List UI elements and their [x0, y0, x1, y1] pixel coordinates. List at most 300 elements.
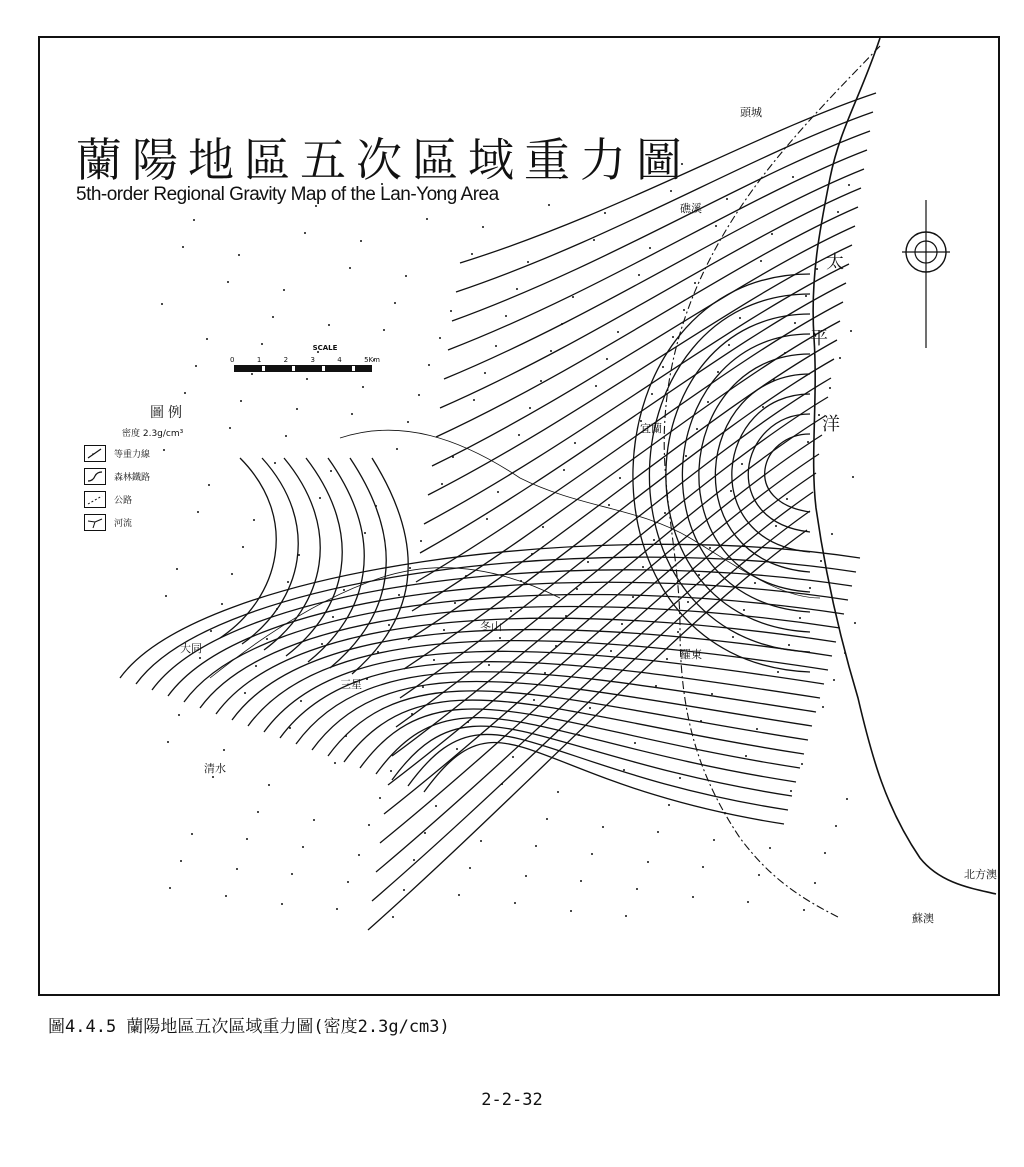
gravity-station-point [535, 845, 537, 847]
page-number: 2-2-32 [481, 1090, 543, 1110]
gravity-station-point [670, 190, 672, 192]
gravity-station-point [439, 337, 441, 339]
scale-tick: 0 [230, 356, 235, 364]
gravity-station-point [199, 657, 201, 659]
gravity-station-point [698, 574, 700, 576]
gravity-station-point [377, 651, 379, 653]
gravity-station-point [578, 734, 580, 736]
gravity-station-point [231, 573, 233, 575]
gravity-station-point [595, 385, 597, 387]
gravity-station-point [274, 462, 276, 464]
gravity-station-point [512, 756, 514, 758]
legend-title: 圖例 [150, 405, 186, 421]
river-line-icon [84, 514, 106, 531]
gravity-station-point [820, 560, 822, 562]
legend-item-label: 公路 [114, 496, 133, 506]
gravity-contour-line [408, 734, 788, 810]
gravity-station-point [563, 469, 565, 471]
gravity-station-point [570, 910, 572, 912]
gravity-station-point [636, 888, 638, 890]
gravity-contour-line [168, 582, 848, 696]
gravity-station-point [257, 811, 259, 813]
scale-bar [230, 344, 380, 372]
gravity-station-point [837, 211, 839, 213]
gravity-station-point [854, 622, 856, 624]
gravity-station-point [238, 254, 240, 256]
gravity-station-point [548, 204, 550, 206]
gravity-station-point [747, 901, 749, 903]
gravity-station-point [726, 198, 728, 200]
contour-line-icon [84, 445, 106, 462]
gravity-station-point [268, 784, 270, 786]
gravity-station-point [428, 364, 430, 366]
gravity-station-point [452, 456, 454, 458]
gravity-station-point [730, 490, 732, 492]
gravity-station-point [300, 700, 302, 702]
survey-boundary [664, 46, 880, 918]
gravity-station-point [790, 790, 792, 792]
gravity-station-point [692, 896, 694, 898]
gravity-station-point [306, 378, 308, 380]
place-label: 礁溪 [680, 202, 702, 215]
gravity-station-point [210, 630, 212, 632]
scale-ticks [230, 356, 380, 364]
gravity-station-point [246, 838, 248, 840]
railway-line-icon [84, 468, 106, 485]
gravity-station-point [610, 650, 612, 652]
gravity-station-point [850, 330, 852, 332]
gravity-station-point [745, 755, 747, 757]
gravity-contour-line [436, 207, 858, 437]
gravity-station-point [608, 504, 610, 506]
gravity-station-point [195, 365, 197, 367]
compass-icon [902, 200, 950, 348]
gravity-station-point [653, 539, 655, 541]
gravity-station-point [411, 713, 413, 715]
scale-title: SCALE [312, 344, 338, 352]
gravity-station-point [180, 860, 182, 862]
place-label: 三星 [340, 678, 362, 691]
gravity-station-point [666, 658, 668, 660]
gravity-station-point [426, 218, 428, 220]
gravity-station-point [379, 797, 381, 799]
gravity-station-point [786, 498, 788, 500]
gravity-station-point [762, 406, 764, 408]
gravity-station-point [668, 804, 670, 806]
gravity-station-point [351, 413, 353, 415]
gravity-station-point [816, 268, 818, 270]
gravity-station-point [212, 776, 214, 778]
gravity-station-point [576, 588, 578, 590]
gravity-station-point [561, 323, 563, 325]
scale-tick: 4 [337, 356, 342, 364]
gravity-station-point [240, 400, 242, 402]
gravity-station-point [606, 358, 608, 360]
gravity-station-point [390, 770, 392, 772]
gravity-station-point [505, 315, 507, 317]
place-label: 冬山 [480, 620, 502, 633]
gravity-station-point [458, 894, 460, 896]
gravity-station-point [713, 839, 715, 841]
gravity-station-point [655, 685, 657, 687]
gravity-station-point [529, 407, 531, 409]
legend-item-river [84, 514, 234, 531]
gravity-station-point [638, 274, 640, 276]
gravity-station-point [225, 895, 227, 897]
gravity-station-point [443, 629, 445, 631]
gravity-station-point [360, 240, 362, 242]
gravity-station-point [657, 831, 659, 833]
gravity-station-point [574, 442, 576, 444]
gravity-station-point [465, 575, 467, 577]
gravity-station-point [495, 345, 497, 347]
gravity-station-point [328, 324, 330, 326]
gravity-station-point [520, 580, 522, 582]
gravity-station-point [807, 441, 809, 443]
gravity-station-point [844, 652, 846, 654]
gravity-station-point [531, 553, 533, 555]
gravity-station-point [846, 798, 848, 800]
gravity-station-point [422, 686, 424, 688]
gravity-station-point [368, 824, 370, 826]
gravity-station-point [206, 338, 208, 340]
map-title-chinese: 蘭陽地區五次區域重力圖 [76, 133, 692, 187]
gravity-station-point [724, 812, 726, 814]
gravity-station-point [801, 763, 803, 765]
gravity-station-point [604, 212, 606, 214]
gravity-station-point [687, 601, 689, 603]
gravity-station-point [852, 476, 854, 478]
legend-item-railway [84, 468, 234, 485]
gravity-station-point [803, 909, 805, 911]
gravity-station-point [178, 714, 180, 716]
gravity-contour-line [424, 264, 849, 524]
place-label: 頭城 [740, 106, 762, 119]
gravity-station-point [336, 908, 338, 910]
gravity-station-point [424, 832, 426, 834]
gravity-station-point [420, 540, 422, 542]
gravity-station-point [347, 881, 349, 883]
gravity-station-point [833, 679, 835, 681]
gravity-station-point [533, 699, 535, 701]
gravity-station-point [486, 518, 488, 520]
legend-item-label: 等重力線 [114, 450, 151, 460]
gravity-station-point [435, 805, 437, 807]
gravity-station-point [717, 371, 719, 373]
gravity-station-point [165, 595, 167, 597]
gravity-station-point [702, 866, 704, 868]
gravity-station-point [756, 728, 758, 730]
gravity-station-point [182, 246, 184, 248]
gravity-map [38, 36, 1000, 996]
gravity-station-point [441, 483, 443, 485]
gravity-station-point [623, 769, 625, 771]
gravity-station-point [546, 818, 548, 820]
gravity-station-point [358, 854, 360, 856]
gravity-station-point [822, 706, 824, 708]
gravity-contour-line [312, 681, 812, 750]
figure-caption: 圖4.4.5 蘭陽地區五次區域重力圖(密度2.3g/cm3) [48, 1017, 450, 1037]
gravity-station-point [544, 672, 546, 674]
gravity-station-point [364, 532, 366, 534]
gravity-station-point [398, 594, 400, 596]
gravity-station-point [775, 525, 777, 527]
scale-bar-graphic [234, 365, 372, 372]
gravity-station-point [662, 366, 664, 368]
gravity-station-point [591, 853, 593, 855]
gravity-station-point [672, 336, 674, 338]
gravity-station-point [839, 357, 841, 359]
gravity-station-point [642, 566, 644, 568]
gravity-station-point [383, 329, 385, 331]
gravity-station-point [396, 448, 398, 450]
gravity-contour-line [344, 700, 804, 762]
gravity-station-point [679, 777, 681, 779]
gravity-station-point [345, 735, 347, 737]
gravity-station-point [227, 281, 229, 283]
gravity-station-point [456, 748, 458, 750]
gravity-station-point [193, 219, 195, 221]
gravity-station-point [454, 602, 456, 604]
gravity-station-point [709, 547, 711, 549]
gravity-station-point [349, 267, 351, 269]
gravity-station-point [184, 392, 186, 394]
gravity-station-point [467, 721, 469, 723]
place-label: 北方澳 [964, 868, 997, 881]
gravity-station-point [715, 225, 717, 227]
gravity-station-point [499, 637, 501, 639]
gravity-station-point [647, 861, 649, 863]
gravity-station-point [799, 617, 801, 619]
gravity-station-point [777, 671, 779, 673]
gravity-station-point [285, 435, 287, 437]
gravity-station-point [296, 408, 298, 410]
gravity-station-point [244, 692, 246, 694]
gravity-station-point [625, 915, 627, 917]
gravity-station-point [394, 302, 396, 304]
gravity-station-point [792, 176, 794, 178]
gravity-station-point [255, 665, 257, 667]
gravity-station-point [418, 394, 420, 396]
gravity-station-point [540, 380, 542, 382]
gravity-station-point [484, 372, 486, 374]
gravity-station-point [769, 847, 771, 849]
gravity-station-point [677, 631, 679, 633]
place-label: 蘇澳 [912, 912, 934, 925]
gravity-station-point [550, 350, 552, 352]
ocean-label-char: 太 [826, 252, 844, 273]
gravity-station-point [617, 331, 619, 333]
gravity-station-point [471, 253, 473, 255]
gravity-station-point [469, 867, 471, 869]
gravity-station-point [287, 581, 289, 583]
gravity-station-point [366, 678, 368, 680]
gravity-station-point [409, 567, 411, 569]
gravity-station-point [510, 610, 512, 612]
place-label: 清水 [204, 762, 226, 775]
gravity-station-point [602, 826, 604, 828]
scale-tick: 3 [310, 356, 315, 364]
scale-tick: 5Km [364, 356, 380, 364]
gravity-station-point [619, 477, 621, 479]
gravity-station-point [754, 582, 756, 584]
gravity-station-point [488, 664, 490, 666]
gravity-station-point [555, 645, 557, 647]
river [340, 430, 820, 598]
gravity-station-point [634, 742, 636, 744]
gravity-station-point [405, 275, 407, 277]
gravity-station-point [413, 859, 415, 861]
gravity-station-point [809, 587, 811, 589]
gravity-station-point [824, 852, 826, 854]
place-label: 羅東 [680, 648, 702, 661]
gravity-station-point [375, 505, 377, 507]
gravity-station-point [805, 295, 807, 297]
gravity-station-point [527, 261, 529, 263]
gravity-station-point [330, 470, 332, 472]
legend-item-label: 森林鐵路 [114, 473, 151, 483]
gravity-station-point [557, 791, 559, 793]
gravity-station-point [580, 880, 582, 882]
map-legend [84, 402, 234, 531]
gravity-station-point [313, 819, 315, 821]
gravity-station-point [587, 561, 589, 563]
gravity-station-point [741, 463, 743, 465]
legend-density: 密度 2.3g/cm³ [122, 429, 184, 439]
gravity-contour-line [392, 416, 825, 756]
gravity-station-point [771, 233, 773, 235]
gravity-station-point [732, 636, 734, 638]
gravity-station-point [392, 916, 394, 918]
gravity-station-point [818, 414, 820, 416]
gravity-station-point [788, 644, 790, 646]
gravity-station-point [711, 693, 713, 695]
gravity-contour-line [765, 434, 810, 512]
gravity-station-point [251, 373, 253, 375]
gravity-contour-line [420, 283, 846, 553]
gravity-station-point [794, 322, 796, 324]
legend-item-label: 河流 [114, 519, 133, 529]
gravity-station-point [388, 624, 390, 626]
gravity-station-point [362, 386, 364, 388]
gravity-contour-line [633, 274, 810, 672]
gravity-station-point [321, 643, 323, 645]
gravity-station-point [169, 887, 171, 889]
gravity-station-point [848, 184, 850, 186]
gravity-station-point [525, 875, 527, 877]
gravity-station-point [829, 387, 831, 389]
gravity-station-point [223, 749, 225, 751]
gravity-station-point [266, 638, 268, 640]
gravity-station-point [161, 303, 163, 305]
scale-tick: 1 [256, 356, 262, 364]
gravity-station-point [334, 762, 336, 764]
gravity-station-point [589, 707, 591, 709]
gravity-station-point [283, 289, 285, 291]
scale-tick: 2 [283, 356, 289, 364]
gravity-station-point [480, 840, 482, 842]
gravity-station-point [664, 512, 666, 514]
gravity-station-point [831, 533, 833, 535]
gravity-contour-line [360, 709, 800, 768]
gravity-station-point [236, 868, 238, 870]
gravity-contour-line [649, 294, 810, 652]
gravity-station-point [707, 401, 709, 403]
gravity-station-point [289, 727, 291, 729]
map-title-english: 5th-order Regional Gravity Map of the Lan-Yong Area [76, 184, 499, 205]
gravity-station-point [304, 232, 306, 234]
gravity-contour-line [380, 473, 816, 843]
gravity-contour-line [216, 618, 836, 714]
gravity-station-point [683, 309, 685, 311]
gravity-station-point [191, 833, 193, 835]
gravity-contour-line [368, 530, 807, 930]
gravity-station-point [835, 825, 837, 827]
gravity-station-point [728, 344, 730, 346]
gravity-station-point [276, 608, 278, 610]
gravity-station-point [516, 288, 518, 290]
gravity-station-point [572, 296, 574, 298]
place-label: 大同 [180, 642, 202, 655]
gravity-station-point [302, 846, 304, 848]
gravity-station-point [739, 317, 741, 319]
gravity-station-point [773, 379, 775, 381]
gravity-station-point [253, 519, 255, 521]
gravity-station-point [514, 902, 516, 904]
legend-item-contour [84, 445, 234, 462]
legend-item-road [84, 491, 234, 508]
gravity-station-point [542, 526, 544, 528]
gravity-station-point [784, 352, 786, 354]
gravity-station-point [760, 260, 762, 262]
gravity-station-point [632, 596, 634, 598]
gravity-station-point [501, 783, 503, 785]
gravity-station-point [814, 882, 816, 884]
gravity-station-point [450, 310, 452, 312]
gravity-station-point [319, 497, 321, 499]
gravity-station-point [758, 874, 760, 876]
gravity-station-point [518, 434, 520, 436]
gravity-station-point [696, 428, 698, 430]
gravity-contour-line [264, 458, 320, 650]
ocean-label-char: 洋 [822, 414, 840, 435]
gravity-station-point [621, 623, 623, 625]
gravity-station-point [700, 720, 702, 722]
gravity-station-point [473, 399, 475, 401]
gravity-station-point [291, 873, 293, 875]
gravity-station-point [497, 491, 499, 493]
gravity-station-point [272, 316, 274, 318]
ocean-label-char: 平 [810, 328, 828, 349]
gravity-station-point [685, 455, 687, 457]
gravity-station-point [176, 568, 178, 570]
gravity-station-point [482, 226, 484, 228]
gravity-station-point [694, 282, 696, 284]
gravity-station-point [743, 609, 745, 611]
gravity-station-point [298, 554, 300, 556]
gravity-station-point [281, 903, 283, 905]
gravity-station-point [221, 603, 223, 605]
gravity-station-point [433, 659, 435, 661]
road-line-icon [84, 491, 106, 508]
place-label: 宜蘭 [640, 422, 662, 435]
gravity-station-point [242, 546, 244, 548]
gravity-station-point [407, 421, 409, 423]
gravity-station-point [167, 741, 169, 743]
gravity-station-point [651, 393, 653, 395]
gravity-station-point [565, 615, 567, 617]
gravity-contour-line [242, 458, 298, 644]
